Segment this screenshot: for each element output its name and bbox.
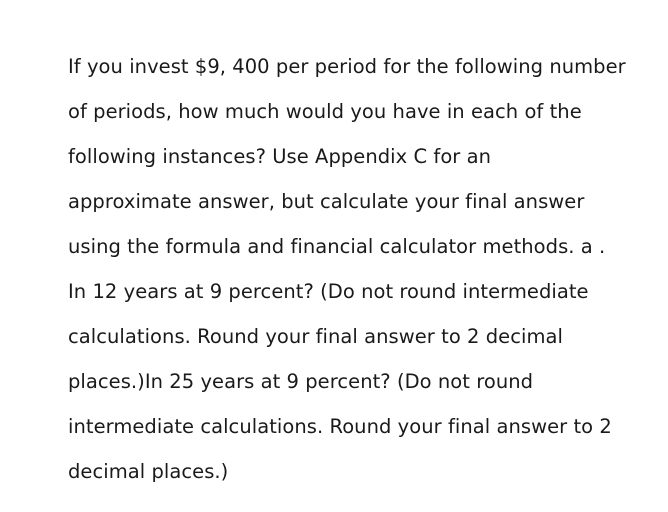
- question-line: following instances? Use Appendix C for an: [68, 145, 492, 168]
- question-line: intermediate calculations. Round your final answer to 2: [68, 415, 612, 438]
- question-line: approximate answer, but calculate your final answer: [68, 190, 585, 213]
- question-line: calculations. Round your final answer to 2 decimal: [68, 325, 563, 348]
- question-line: places.)In 25 years at 9 percent? (Do not round: [68, 370, 534, 393]
- question-line: In 12 years at 9 percent? (Do not round intermediate: [68, 280, 589, 303]
- question-line: If you invest $9, 400 per period for the following number: [68, 55, 626, 78]
- question-line: of periods, how much would you have in each of the: [68, 100, 582, 123]
- question-line: using the formula and financial calculator methods. a .: [68, 235, 606, 258]
- question-line: decimal places.): [68, 460, 229, 483]
